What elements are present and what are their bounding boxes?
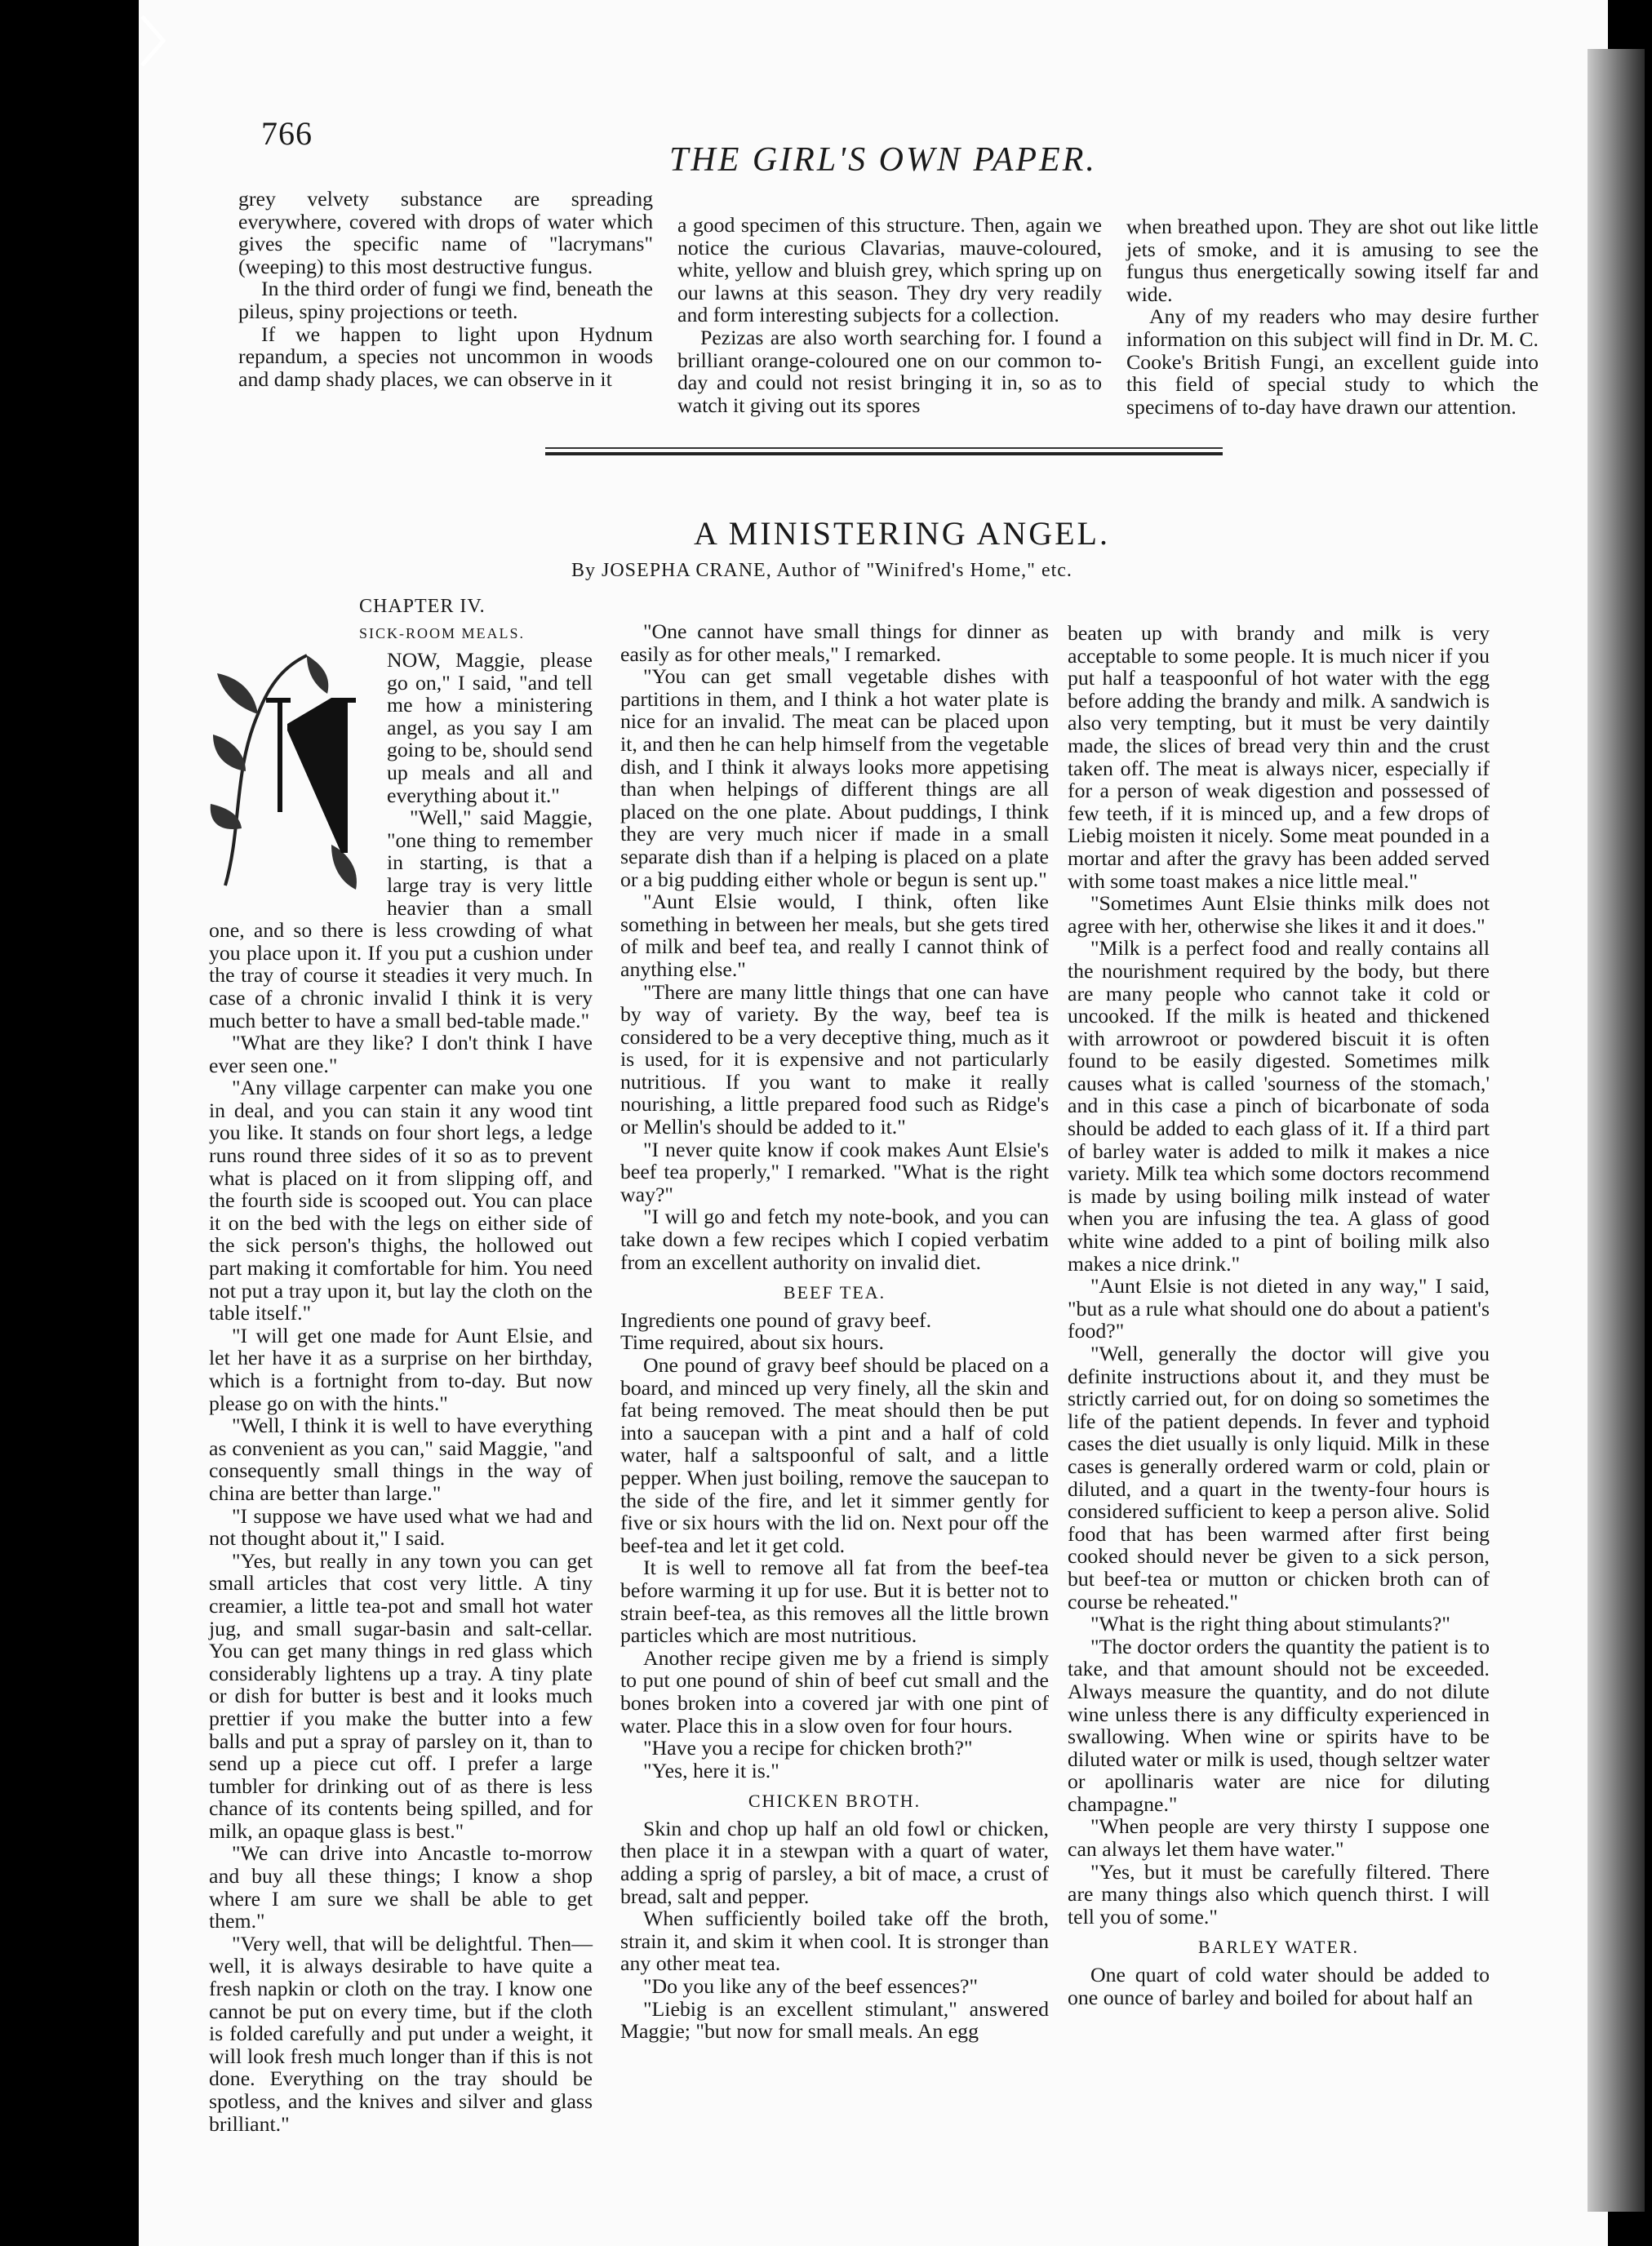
paragraph: "Aunt Elsie would, I think, often like something in between her meals, but she gets tired of milk and beef tea, and really I cannot think of anything else."	[620, 890, 1049, 981]
paragraph: Pezizas are also worth searching for. I found a brilliant orange-coloured one on our common to-day and could not resist bringing it in, so as to watch it giving out its spores	[677, 325, 1102, 417]
paragraph: "The doctor orders the quantity the patient is to take, and that amount should not be exceeded. Always measure the quantity, and do not dilute wine unless there is any difficulty experienced in swallowing. When wine or spirits have to be diluted water or milk is used, though seltzer water or apollinaris water are nice for diluting champagne."	[1068, 1634, 1490, 1816]
paragraph: "Yes, here it is."	[643, 1758, 779, 1782]
paragraph: "Liebig is an excellent stimulant," answered Maggie; "but now for small meals. An egg	[620, 1996, 1049, 2044]
running-title: THE GIRL'S OWN PAPER.	[669, 141, 1097, 179]
paragraph: Any of my readers who may desire further information on this subject will find in Dr. M. C. Cooke's British Fungi, an excellent guide into this field of special study to which the specimens of to-day have drawn our attention.	[1126, 304, 1539, 419]
paragraph: beaten up with brandy and milk is very acceptable to some people. It is much nicer if you put half a teaspoonful of hot water with the egg before adding the brandy and milk. A sandwich is also very tempting, but it must be very daintily made, the slices of bread very thin and the crust taken off. The meat is always nicer, especially if for a person of weak digestion and possessed of few teeth, if it is minced up, and a few drops of Liebig moisten it nicely. Some meat pounded in a mortar and after the gravy has been added served with some toast makes a nice little meal."	[1068, 621, 1490, 893]
article-column-1	[209, 649, 593, 2135]
chapter-subtitle: SICK-ROOM MEALS.	[359, 625, 526, 641]
paragraph: "Milk is a perfect food and really contains all the nourishment required by the body, but there are many people who cannot take it cold or uncooked. If the milk is heated and thickened with arrowroot or powdered biscuit it is often found to be easily digested. Sometimes milk causes what is called 'sourness of the stomach,' and in this case a pinch of bicarbonate of soda should be added to each glass of it. If a third part of barley water is added to milk it makes a nice variety. Milk tea which some doctors recommend is made by using boiling milk instead of water when you are infusing the tea. A glass of good white wine added to a pint of boiling milk also makes a nice drink."	[1068, 936, 1490, 1276]
paragraph: grey velvety substance are spreading everywhere, covered with drops of water which gives the specific name of "lacrymans" (weeping) to this most destructive fungus.	[238, 187, 653, 278]
paragraph: Another recipe given me by a friend is simply to put one pound of shin of beef cut small and the bones broken into a covered jar with one pint of water. Place this in a slow oven for four hours.	[620, 1645, 1049, 1738]
paragraph: "Yes, but it must be carefully filtered. There are many things also which quench thirst. I will tell you of some."	[1068, 1859, 1490, 1929]
paragraph: "I will get one made for Aunt Elsie, and let her have it as a surprise on her birthday, which is a fortnight from to-day. But now please go on with the hints."	[209, 1323, 593, 1415]
paragraph: One pound of gravy beef should be placed on a board, and minced up very finely, all the skin and fat being removed. The meat should then be put into a saucepan with a pint and a half of cold water, half a saltspoonful of salt, and a little pepper. When just boiling, remove the saucepan to the side of the fire, and let it simmer gently for five or six hours with the lid on. Next pour off the beef-tea and let it get cold.	[620, 1353, 1049, 1557]
article-column-3	[1068, 622, 1490, 2009]
chapter-heading: CHAPTER IV.	[359, 596, 486, 617]
paragraph: "We can drive into Ancastle to-morrow and buy all these things; I know a shop where I am sure we shall be able to get them."	[209, 1841, 593, 1933]
paragraph: "Well, generally the doctor will give you definite instructions about it, and they must be strictly carried out, for on doing so sometimes the life of the patient depends. In fever and typhoid cases the diet usually is only liquid. Milk in these cases is generally ordered warm or cold, plain or diluted, and a quart in the twenty-four hours is considered sufficient to keep a person alive. Solid food that has been warmed after first being cooked should never be given to a sick person, but beef-tea or mutton or chicken broth can of course be reheated."	[1068, 1342, 1490, 1613]
paragraph: "Do you like any of the beef essences?"	[643, 1974, 979, 1999]
paragraph: "Yes, but really in any town you can get small articles that cost very little. A tiny creamier, a little tea-pot and small hot water jug, and small sugar-basin and salt-cellar. You can get many things in red glass which considerably lightens up a tray. A tiny plate or dish for butter is best and it looks much prettier if you make the butter into a few balls and put a spray of parsley on it, than to send up a piece cut off. I prefer a large tumbler for drinking out of as there is less chance of its contents being spilled, and for milk, an opaque glass is best."	[209, 1548, 593, 1843]
paragraph: Skin and chop up half an old fowl or chicken, then place it in a stewpan with a quart of water, adding a sprig of parsley, a bit of mace, a crust of bread, salt and pepper.	[620, 1816, 1049, 1908]
paragraph: a good specimen of this structure. Then, again we notice the curious Clavarias, mauve-coloured, white, yellow and bluish grey, which spring up on our lawns at this season. They dry very readily and form interesting subjects for a collection.	[677, 213, 1102, 327]
paragraph: Time required, about six hours.	[620, 1330, 884, 1355]
page-number: 766	[261, 115, 313, 152]
article-byline: By JOSEPHA CRANE, Author of "Winifred's Home," etc.	[571, 560, 1072, 581]
beef-tea-heading: BEEF TEA.	[783, 1282, 886, 1303]
top-column-1	[238, 188, 653, 390]
paragraph: In the third order of fungi we find, beneath the pileus, spiny projections or teeth.	[238, 277, 653, 323]
paragraph: "Well," said Maggie, "one thing to remember in starting, is that a large tray is very little heavier than a small one, and so there is less crowding of what you place upon it. If you put a cushion under the tray of course it steadies it very much. In case of a chronic invalid I think it is very much better to have a small bed-table made."	[209, 806, 593, 1032]
section-divider-rule	[545, 447, 1223, 459]
corner-crop-mark-icon	[139, 0, 171, 73]
article-title: A MINISTERING ANGEL.	[694, 515, 1110, 552]
paragraph: "Very well, that will be delightful. Then—well, it is always desirable to have quite a fresh napkin or cloth on the tray. I know one cannot be put on every time, but if the cloth is folded carefully and put under a weight, it will look fresh much longer than if this is not done. Everything on the tray should be spotless, and the knives and silver and glass brilliant."	[209, 1931, 593, 2136]
paragraph: "Aunt Elsie is not dieted in any way," I said, "but as a rule what should one do about a patient's food?"	[1068, 1274, 1490, 1343]
paragraph: "One cannot have small things for dinner as easily as for other meals," I remarked.	[620, 619, 1049, 666]
top-column-3	[1126, 215, 1539, 418]
paragraph: "When people are very thirsty I suppose one can always let them have water."	[1068, 1814, 1490, 1862]
paragraph: "I suppose we have used what we had and not thought about it," I said.	[209, 1503, 593, 1551]
paragraph: If we happen to light upon Hydnum repandum, a species not uncommon in woods and damp shady places, we can observe in it	[238, 322, 653, 391]
article-column-2	[620, 620, 1049, 2043]
chicken-broth-heading: CHICKEN BROTH.	[748, 1791, 921, 1812]
paragraph: "There are many little things that one can have by way of variety. By the way, beef tea is considered to be a very deceptive thing, much as it is used, for it is expensive and not particularly nutritious. If you want to make it really nourishing, a little prepared food such as Ridge's or Mellin's should be added to it."	[620, 979, 1049, 1139]
paragraph: "Have you a recipe for chicken broth?"	[643, 1736, 973, 1760]
paragraph: "What is the right thing about stimulants?"	[1090, 1612, 1450, 1636]
top-column-2	[677, 214, 1102, 416]
paragraph: "I will go and fetch my note-book, and you can take down a few recipes which I copied verbatim from an excellent authority on invalid diet.	[620, 1205, 1049, 1274]
paragraph: NOW, Maggie, please go on," I said, "and tell me how a ministering angel, as you say I am going to be, should send up meals and all and everything about it."	[387, 648, 593, 807]
paragraph: "Sometimes Aunt Elsie thinks milk does not agree with her, otherwise she likes it and it does."	[1068, 891, 1490, 938]
paragraph: Ingredients one pound of gravy beef.	[620, 1307, 932, 1332]
book-gutter-shadow	[1588, 49, 1645, 2212]
paragraph: when breathed upon. They are shot out like little jets of smoke, and it is amusing to see the fungus thus energetically sowing itself far and wide.	[1126, 215, 1539, 306]
paragraph: "Any village carpenter can make you one in deal, and you can stain it any wood tint you like. It stands on four short legs, a ledge runs round three sides of it so as to prevent what is placed on it from slipping off, and the fourth side is scooped out. You can place it on the bed with the legs on either side of the sick person's thighs, the hollowed out part making it comfortable for him. You need not put a tray upon it, but lay the cloth on the table itself."	[209, 1076, 593, 1325]
paragraph: "I never quite know if cook makes Aunt Elsie's beef tea properly," I remarked. "What is the right way?"	[620, 1137, 1049, 1206]
paragraph: "What are they like? I don't think I have ever seen one."	[209, 1031, 593, 1077]
paragraph: It is well to remove all fat from the beef-tea before warming it up for use. But it is better not to strain beef-tea, as this removes all the little brown particles which are most nutritious.	[620, 1556, 1049, 1648]
paragraph: When sufficiently boiled take off the broth, strain it, and skim it when cool. It is stronger than any other meat tea.	[620, 1906, 1049, 1976]
barley-water-heading: BARLEY WATER.	[1197, 1937, 1360, 1958]
decorated-initial-n-icon	[209, 649, 372, 894]
paragraph: One quart of cold water should be added to one ounce of barley and boiled for about half an	[1068, 1963, 1490, 2009]
paragraph: "You can get small vegetable dishes with partitions in them, and I think a hot water plate is nice for an invalid. The meat can be placed upon it, and then he can help himself from the vegetable dish, and I think it always looks more appetising than when helpings of different things are all placed on the one plate. About puddings, I think they are very much nicer if made in a small separate dish than if a helping is placed on a plate or a big pudding either whole or begun is sent up."	[620, 664, 1049, 891]
paragraph: "Well, I think it is well to have everything as convenient as you can," said Maggie, "and consequently small things in the way of china are better than large."	[209, 1414, 593, 1505]
